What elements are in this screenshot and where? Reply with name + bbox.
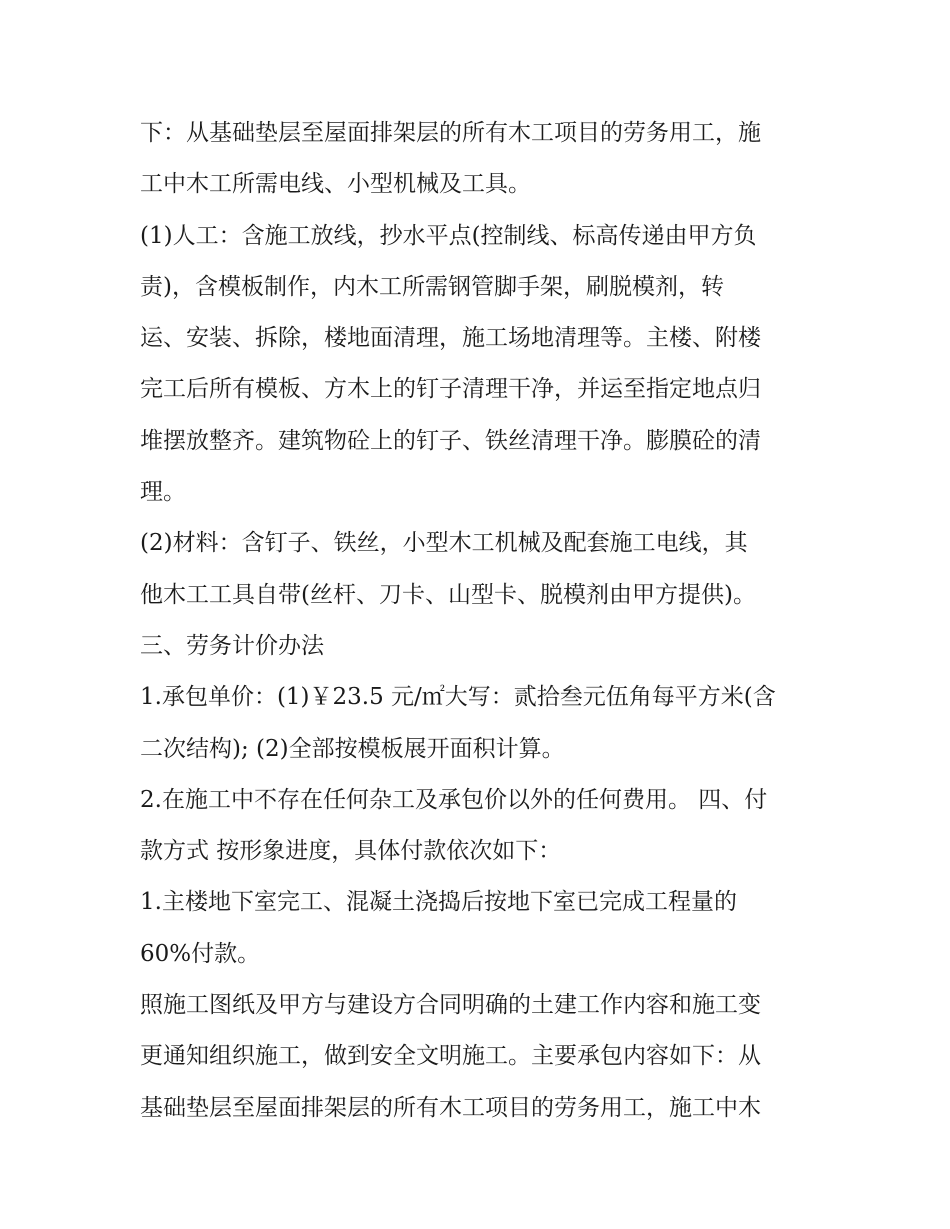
text-line: 款方式 按形象进度，具体付款依次如下： xyxy=(140,838,562,865)
text-line: 1.承包单价：(1)￥23.5 元/㎡大写：贰拾叁元伍角每平方米(含 xyxy=(140,684,776,711)
text-line: 运、安装、拆除，楼地面清理，施工场地清理等。主楼、附楼 xyxy=(140,325,761,352)
text-line: 理。 xyxy=(140,479,186,506)
text-line: 2.在施工中不存在任何杂工及承包价以外的任何费用。 四、付 xyxy=(140,786,768,813)
text-line: (1)人工：含施工放线，抄水平点(控制线、标高传递由甲方负 xyxy=(140,222,757,249)
text-line: 更通知组织施工，做到安全文明施工。主要承包内容如下：从 xyxy=(140,1043,761,1070)
text-line: (2)材料：含钉子、铁丝，小型木工机械及配套施工电线，其 xyxy=(140,530,748,557)
text-line: 责)，含模板制作，内木工所需钢管脚手架，刷脱模剂，转 xyxy=(140,273,724,300)
text-line: 下：从基础垫层至屋面排架层的所有木工项目的劳务用工，施 xyxy=(140,120,761,146)
document-body xyxy=(140,108,820,1134)
text-line: 基础垫层至屋面排架层的所有木工项目的劳务用工，施工中木 xyxy=(140,1094,761,1121)
text-line: 照施工图纸及甲方与建设方合同明确的土建工作内容和施工变 xyxy=(140,992,761,1019)
text-line: 60%付款。 xyxy=(140,940,261,967)
text-line: 1.主楼地下室完工、混凝土浇捣后按地下室已完成工程量的 xyxy=(140,889,737,916)
text-line: 二次结构); (2)全部按模板展开面积计算。 xyxy=(140,735,565,762)
text-line: 他木工工具自带(丝杆、刀卡、山型卡、脱模剂由甲方提供)。 xyxy=(140,581,756,608)
text-line: 完工后所有模板、方木上的钉子清理干净，并运至指定地点归 xyxy=(140,376,761,403)
text-line: 工中木工所需电线、小型机械及工具。 xyxy=(140,171,531,198)
text-line: 堆摆放整齐。建筑物砼上的钉子、铁丝清理干净。膨膜砼的清 xyxy=(140,427,761,454)
section-heading: 三、劳务计价办法 xyxy=(140,632,324,659)
